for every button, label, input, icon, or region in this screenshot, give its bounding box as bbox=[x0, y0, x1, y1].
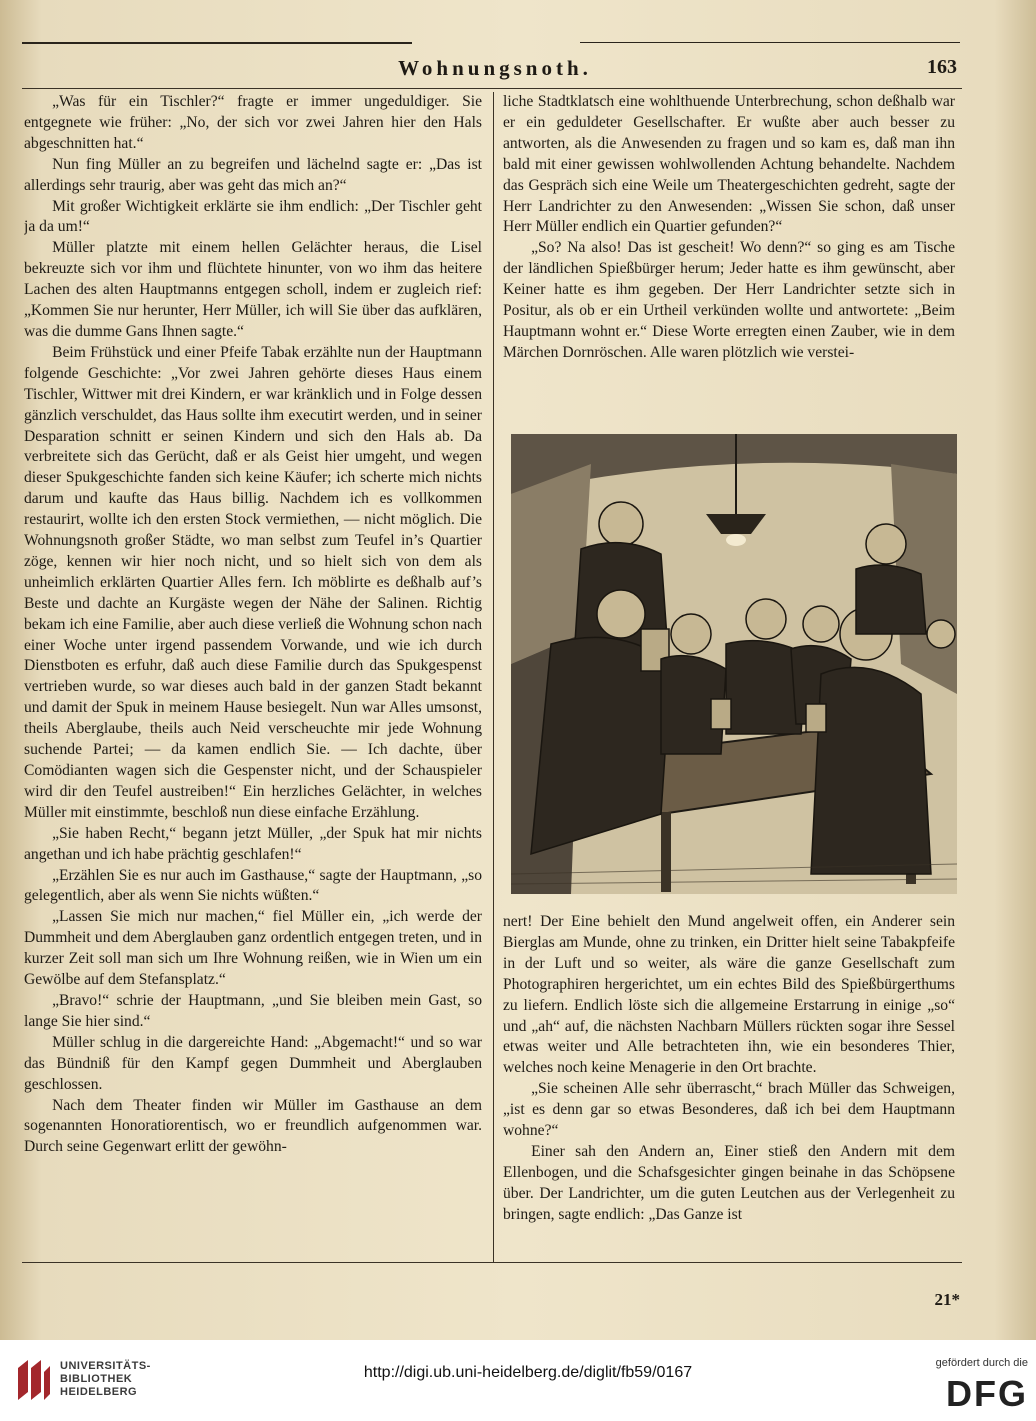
signature-mark: 21* bbox=[934, 1290, 960, 1309]
paragraph: Einer sah den Andern an, Einer stieß den Andern mit dem Ellenbogen, und die Schafsgesichter gingen beinahe in das Schöpsene über. Der Landrichter, um die guten Leutchen aus der Verlegenheit zu bringen, sagte endlich: „Das Ganze ist bbox=[503, 1142, 955, 1223]
permalink-link[interactable]: http://digi.ub.uni-heidelberg.de/diglit/fb59/0167 bbox=[363, 1364, 693, 1381]
left-column bbox=[24, 92, 482, 1258]
paragraph: „So? Na also! Das ist gescheit! Wo denn?“ so ging es am Tische der ländlichen Spießbürger herum; Jeder hatte es ihm gewünscht, aber Keiner hatte es ihm gegeben. Der Herr Landrichter setzte sich in Positur, als ob er ein Urtheil verkünden wollte und antwortete: „Beim Hauptmann wohnt er.“ Diese Worte erregten einen Zauber, wie in dem Märchen Dornröschen. Alle waren plötzlich wie verstei- bbox=[503, 239, 955, 361]
page-number: 163 bbox=[927, 56, 957, 78]
top-rule bbox=[22, 88, 962, 89]
library-line: BIBLIOTHEK bbox=[60, 1373, 133, 1385]
footer-bar bbox=[0, 1340, 1036, 1421]
paragraph: Müller platzte mit einem hellen Gelächter heraus, die Lisel bekreuzte sich vor ihm und flüchtete hinunter, von wo ihm das heitere Lachen des alten Hauptmanns entgegen scholl, indem er zugleich rief: „Kommen Sie nur herunter, Herr Müller, ich will Sie über das aufklären, was die dumme Gans Ihnen sagte.“ bbox=[24, 239, 482, 340]
column-divider bbox=[493, 92, 494, 1262]
paragraph: Nach dem Theater finden wir Müller im Gasthause an dem sogenannten Honoratiorentisch, wo er freundlich aufgenommen war. Durch seine Gegenwart erlitt der gewöhn- bbox=[24, 1096, 482, 1156]
paragraph: „Erzählen Sie es nur auch im Gasthause,“ sagte der Hauptmann, „so gelegentlich, aber als wenn Sie nichts wüßten.“ bbox=[24, 866, 482, 905]
right-column-top bbox=[503, 92, 955, 422]
bottom-rule bbox=[22, 1262, 962, 1263]
right-column-bottom bbox=[503, 912, 955, 1258]
running-title: Wohnungsnoth. bbox=[398, 56, 592, 80]
paragraph: „Lassen Sie mich nur machen,“ fiel Müller ein, „ich werde der Dummheit und dem Aberglauben ganz ordentlich entgegen treten, und in kurzer Zeit soll man sich um Ihre Wohnung reißen, wie in Wien um ein Gewölbe auf dem Stefansplatz.“ bbox=[24, 908, 482, 989]
paragraph: Beim Frühstück und einer Pfeife Tabak erzählte nun der Hauptmann folgende Geschichte: „Vor zwei Jahren gehörte dieses Haus einem Tischler, Wittwer mit drei Kindern, er war kränklich und in Folge dessen gänzlich verschuldet, das Haus sollte ihm executirt werden, und in seiner Desparation schnitt er seinen Kindern und sich den Hals ab. Da verbreitete sich das Gerücht, daß er als Geist hier umgeht, und wegen dieser Spukgeschichte fanden sich keine Käufer; ich scherte mich nichts darum und kaufte das Haus billig. Nachdem ich es vollkommen restaurirt, wollte ich den ersten Stock vermiethen, — nicht möglich. Die Wohnungsnoth großer Städte, wo man selbst zum Teufel in’s Quartier zöge, kennen wir hier noch nicht, und so hielt sich von dem als unheimlich erklärten Quartier Alles fern. Ich möblirte es deßhalb auf’s Beste und dachte an Kurgäste wegen der Nähe der Salinen. Richtig bekam ich eine Familie, aber auch diese verließ die Wohnung schon nach einer Woche unter irgend passendem Vorwande, und wie ich durch Dienstboten es erfuhr, daß auch diese Familie durch das Spukgespenst vertrieben wurde, so war dieses auch bald in der ganzen Stadt bekannt und damit der Spuk in meinem Hause besiegelt. Nun war Alles umsonst, theils Aberglaube, theils auch Neid verscheuchte mir jede Wohnung suchende Partei; — da kamen endlich Sie. — Ich dachte, über Comödianten wagen sich die Gespenster nicht, und der Schauspieler wird dir den Teufel austreiben!“ Ein herzliches Gelächter, in welches Müller mit einstimmte, beschloß nun diese einfache Erzählung. bbox=[24, 343, 482, 821]
library-line: HEIDELBERG bbox=[60, 1386, 138, 1398]
paragraph: Nun fing Müller an zu begreifen und lächelnd sagte er: „Das ist allerdings sehr traurig, aber was geht das mich an?“ bbox=[24, 155, 482, 194]
paragraph: Mit großer Wichtigkeit erklärte sie ihm endlich: „Der Tischler geht ja da um!“ bbox=[24, 197, 482, 236]
dfg-logo: DFG bbox=[946, 1373, 1028, 1414]
paragraph: „Sie haben Recht,“ begann jetzt Müller, „der Spuk hat mir nichts angethan und ich habe prächtig geschlafen!“ bbox=[24, 824, 482, 863]
paragraph: Müller schlug in die dargereichte Hand: „Abgemacht!“ und so war das Bündniß für den Kampf gegen Dummheit und Aberglauben geschlossen. bbox=[24, 1033, 482, 1093]
library-line: UNIVERSITÄTS- bbox=[60, 1360, 151, 1372]
sponsor-label: gefördert durch die bbox=[935, 1357, 1028, 1369]
paragraph: „Sie scheinen Alle sehr überrascht,“ brach Müller das Schweigen, „ist es denn gar so etwas Besonderes, daß ich bei dem Hauptmann wohne?“ bbox=[503, 1080, 955, 1140]
library-name bbox=[60, 1360, 180, 1399]
header-rule-left bbox=[22, 42, 412, 44]
paragraph: liche Stadtklatsch eine wohlthuende Unterbrechung, schon deßhalb war er ein geduldeter Gesellschafter. Er wußte aber auch besser zu antworten, als die Anwesenden zu fragen und so kam es, daß man ihn bald mit einer gewissen wohlwollenden Achtung behandelte. Nachdem das Gespräch sich eine Weile um Theatergeschichten gedreht, sagte der Herr Landrichter zu den Anwesenden: „Wissen Sie schon, daß unser Herr Müller endlich ein Quartier gefunden?“ bbox=[503, 93, 955, 236]
paragraph: „Was für ein Tischler?“ fragte er immer ungeduldiger. Sie entgegnete wie früher: „No, der sich vor zwei Jahren hier den Hals abgeschnitten hat.“ bbox=[24, 93, 482, 152]
university-logo-icon bbox=[14, 1356, 52, 1404]
paragraph: „Bravo!“ schrie der Hauptmann, „und Sie bleiben mein Gast, so lange Sie hier sind.“ bbox=[24, 991, 482, 1030]
header-rule-right bbox=[580, 42, 960, 43]
tavern-illustration bbox=[511, 434, 957, 894]
paragraph: nert! Der Eine behielt den Mund angelweit offen, ein Anderer sein Bierglas am Munde, ohne zu trinken, ein Dritter hielt seine Tabakpfeife in der Luft und so weiter, als wäre die ganze Gesellschaft zum Photographiren hergerichtet, um ein echtes Bild des Spießbürgerthums zu liefern. Endlich löste sich die allgemeine Erstarrung in einige „so“ und „ah“ auf, die nächsten Nachbarn Müllers rückten sogar ihre Sessel etwas weiter und Alle betrachteten ihn, wie ein besonderes Thier, welches noch keine Menagerie in den Ort brachte. bbox=[503, 913, 955, 1077]
